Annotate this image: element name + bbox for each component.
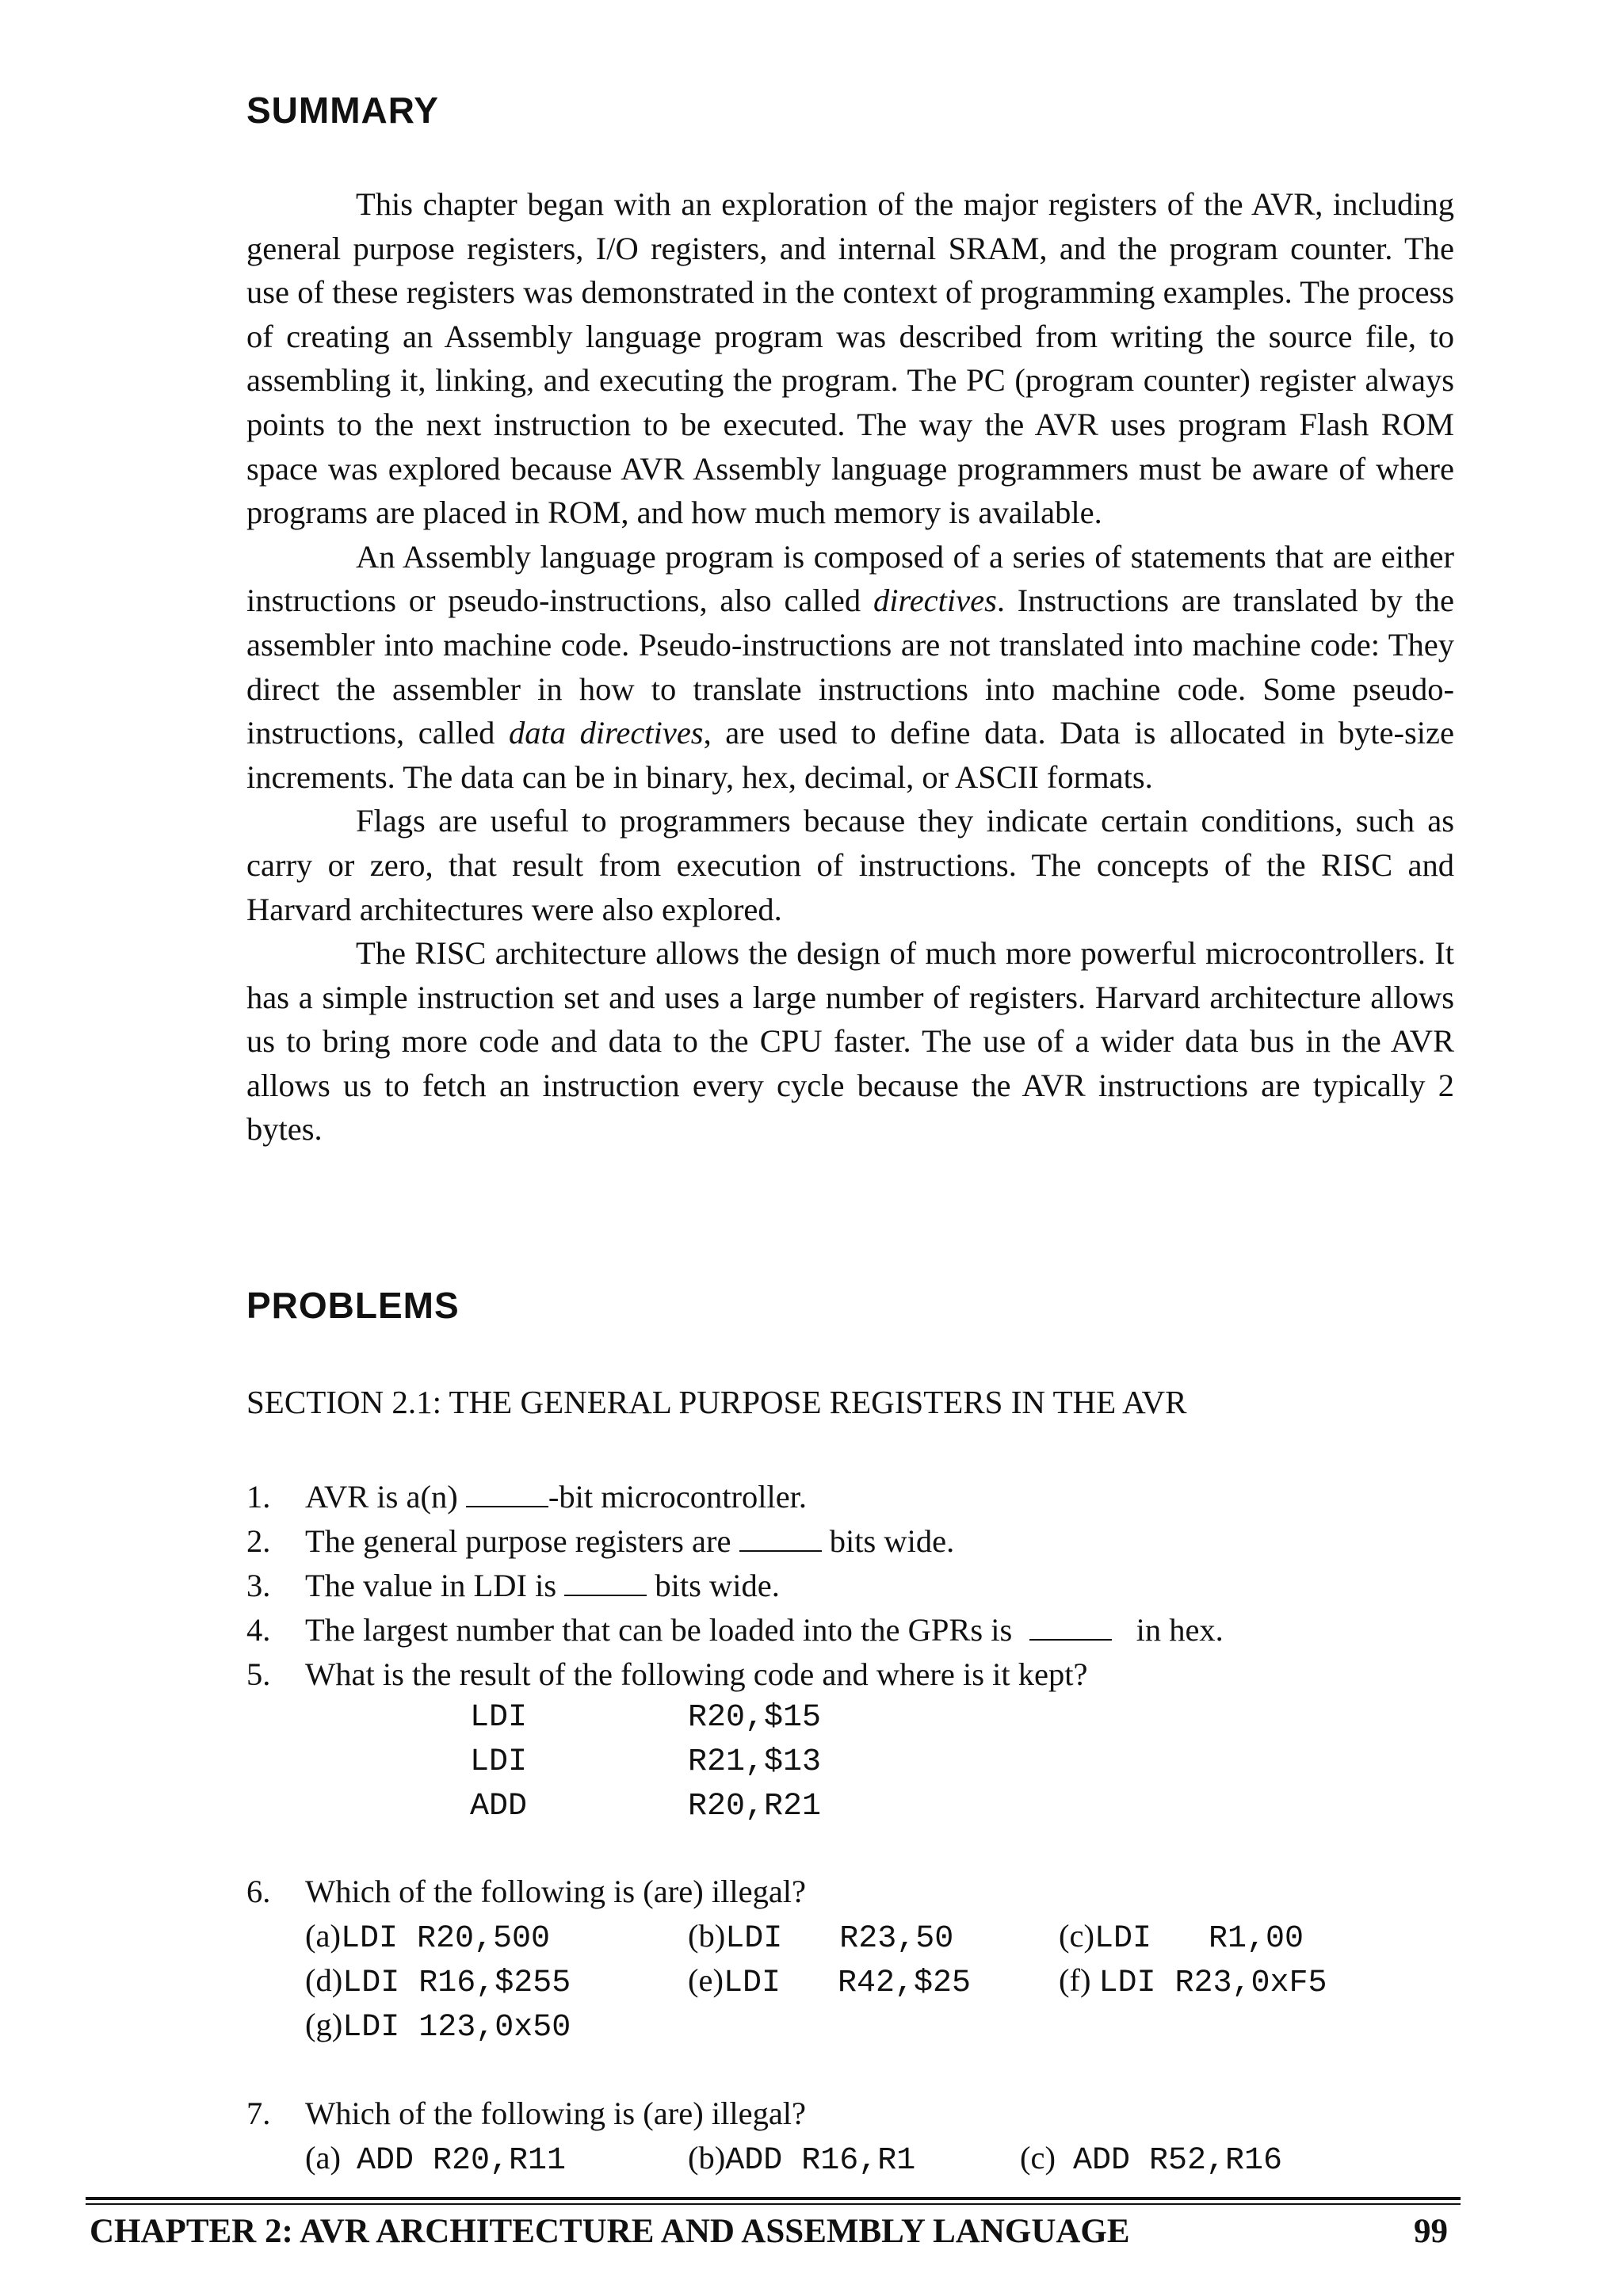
option-label: (b) <box>688 1918 726 1954</box>
question-text: The largest number that can be loaded into the GPRs is <box>305 1612 1021 1648</box>
summary-paragraph-3: Flags are useful to programmers because they indicate certain conditions, such as carry or zero, that result from execution of instructions. The concepts of the RISC and Harvard architectures were also explored. <box>246 803 1454 927</box>
option-item <box>1059 1917 1304 1957</box>
option-label: (b) <box>688 2140 726 2176</box>
question-text: The general purpose registers are <box>305 1523 739 1559</box>
question-3 <box>246 1567 780 1604</box>
code-arg: R20,R21 <box>688 1789 822 1824</box>
question-number: 4. <box>246 1612 271 1648</box>
option-op: LDI <box>342 2010 400 2046</box>
option-arg: R42,$25 <box>837 1966 971 2001</box>
option-label: (a) <box>305 1918 341 1954</box>
code-op: LDI <box>470 1700 528 1736</box>
question-4 <box>246 1611 1224 1648</box>
option-op: ADD <box>1072 2143 1130 2179</box>
option-label: (c) <box>1059 1918 1094 1954</box>
option-item <box>688 1917 953 1957</box>
question-text: The value in LDI is <box>305 1568 565 1603</box>
option-op: ADD <box>356 2143 414 2179</box>
option-op: LDI <box>725 1921 783 1957</box>
emphasis-data-directives: data directives <box>509 715 704 751</box>
answer-blank <box>564 1571 647 1596</box>
text-run: , are used to define data. Data is allocated in byte-size increments. The data can be in binary, hex, decimal, or ASCII formats. <box>246 715 1454 795</box>
option-label: (a) <box>305 2140 341 2176</box>
question-2 <box>246 1522 954 1560</box>
option-op: LDI <box>342 1966 400 2001</box>
emphasis-directives: directives <box>873 583 997 619</box>
question-number: 1. <box>246 1479 271 1515</box>
option-arg: 123,0x50 <box>418 2010 571 2046</box>
question-number: 3. <box>246 1568 271 1603</box>
question-number: 5. <box>246 1656 271 1692</box>
question-text: -bit microcontroller. <box>548 1479 808 1515</box>
footer-rule <box>86 2203 1461 2205</box>
option-item <box>305 2139 566 2179</box>
option-item <box>305 1962 571 2001</box>
footer-rule <box>86 2197 1461 2200</box>
question-number: 2. <box>246 1523 271 1559</box>
option-arg: R16,R1 <box>801 2143 916 2179</box>
summary-paragraph-1: This chapter began with an exploration of the major registers of the AVR, including general purpose registers, I/O registers, and internal SRAM, and the program counter. The use of these registers was demonstrated in the context of programming examples. The process of creating an Assembly language program was described from writing the source file, to assembling it, linking, and executing the program. The PC (program counter) register always points to the next instruction to be executed. The way the AVR uses program Flash ROM space was explored because AVR Assembly language programmers must be aware of where programs are placed in ROM, and how much memory is available. <box>246 186 1454 531</box>
option-label: (f) <box>1059 1962 1091 1998</box>
answer-blank <box>1029 1615 1112 1641</box>
question-text: Which of the following is (are) illegal? <box>305 1874 807 1909</box>
page-number: 99 <box>1414 2213 1448 2250</box>
text-run: An Assembly language program is composed of a series of statements that are either instructions or pseudo-instructions, also called <box>246 538 1454 619</box>
option-item <box>305 2006 571 2046</box>
question-6 <box>246 1873 806 1910</box>
question-text: in hex. <box>1128 1612 1224 1648</box>
option-arg: R23,50 <box>839 1921 954 1957</box>
answer-blank <box>466 1482 548 1507</box>
question-number: 7. <box>246 2095 271 2131</box>
option-op: LDI <box>723 1966 781 2001</box>
question-5 <box>246 1656 1087 1693</box>
option-arg: R20,500 <box>416 1921 550 1957</box>
option-label: (d) <box>305 1962 343 1998</box>
option-item <box>1020 2139 1282 2179</box>
option-item <box>1059 1962 1327 2001</box>
option-arg: R1,00 <box>1208 1921 1304 1957</box>
section-title: SECTION 2.1: THE GENERAL PURPOSE REGISTERS IN THE AVR <box>246 1384 1187 1420</box>
summary-body <box>246 182 1454 1152</box>
option-op: LDI <box>340 1921 398 1957</box>
option-label: (g) <box>305 2007 343 2042</box>
problems-heading: PROBLEMS <box>246 1285 460 1326</box>
question-text: bits wide. <box>821 1523 955 1559</box>
option-label: (c) <box>1020 2140 1056 2176</box>
option-op: LDI <box>1098 1966 1156 2001</box>
option-op: LDI <box>1094 1921 1151 1957</box>
option-arg: R20,R11 <box>432 2143 566 2179</box>
question-number: 6. <box>246 1874 271 1909</box>
question-1 <box>246 1478 807 1515</box>
option-item <box>688 2139 915 2179</box>
question-text: AVR is a(n) <box>305 1479 466 1515</box>
option-arg: R52,R16 <box>1148 2143 1282 2179</box>
question-text: What is the result of the following code and where is it kept? <box>305 1656 1088 1692</box>
summary-paragraph-4: The RISC architecture allows the design of much more powerful microcontrollers. It has a simple instruction set and uses a large number of registers. Harvard architecture allows us to bring more code and data to the CPU faster. The use of a wider data bus in the AVR allows us to fetch an instruction every cycle because the AVR instructions are typically 2 bytes. <box>246 935 1454 1148</box>
code-arg: R20,$15 <box>688 1700 822 1736</box>
option-arg: R16,$255 <box>418 1966 571 2001</box>
option-op: ADD <box>725 2143 783 2179</box>
summary-paragraph-2 <box>246 535 1454 800</box>
code-arg: R21,$13 <box>688 1744 822 1780</box>
code-op: ADD <box>470 1789 528 1824</box>
option-arg: R23,0xF5 <box>1174 1966 1327 2001</box>
footer-chapter-title: CHAPTER 2: AVR ARCHITECTURE AND ASSEMBLY LANGUAGE <box>90 2213 1130 2250</box>
question-7 <box>246 2095 806 2132</box>
question-text: bits wide. <box>647 1568 780 1603</box>
text-run: . Instructions are translated by the assembler into machine code. Pseudo-instructions are not translated into machine code: They direct the assembler in how to translate instructions into machine code. Some pseudo-instructions, called <box>246 583 1455 751</box>
code-op: LDI <box>470 1744 528 1780</box>
option-item <box>305 1917 550 1957</box>
question-text: Which of the following is (are) illegal? <box>305 2095 807 2131</box>
option-label: (e) <box>688 1962 724 1998</box>
answer-blank <box>739 1526 822 1552</box>
summary-heading: SUMMARY <box>246 90 439 131</box>
option-item <box>688 1962 971 2001</box>
